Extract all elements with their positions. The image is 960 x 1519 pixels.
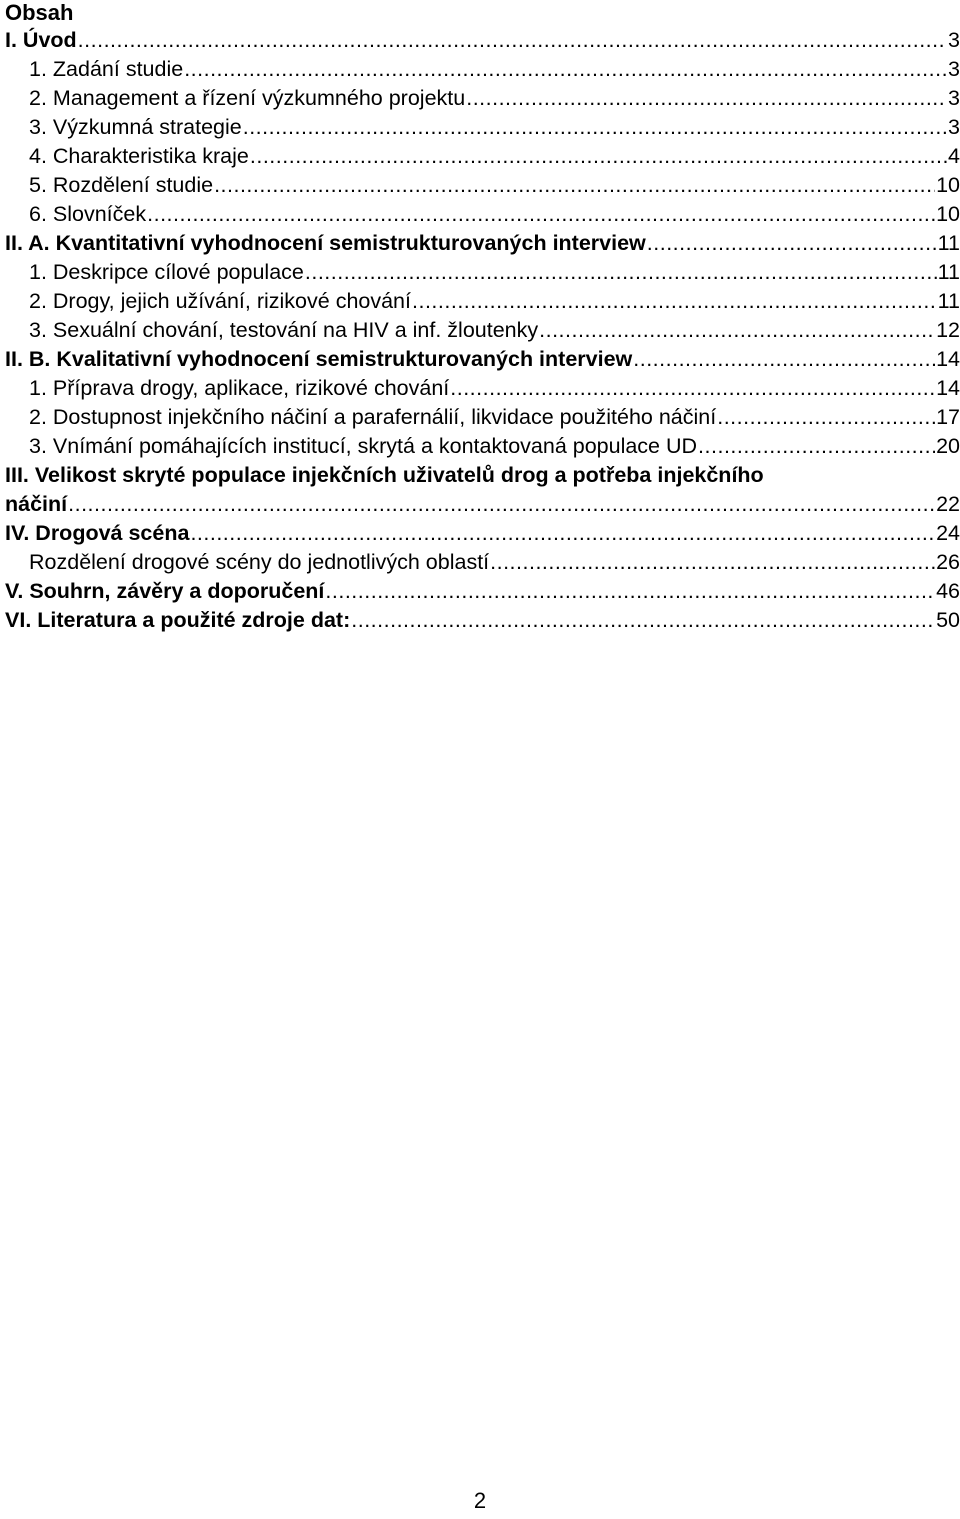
table-of-contents xyxy=(5,0,960,635)
toc-entry-page: 10 xyxy=(936,202,960,226)
toc-entry[interactable] xyxy=(5,171,960,200)
toc-entry[interactable] xyxy=(5,316,960,345)
dot-leader xyxy=(68,490,935,519)
toc-entry-page: 24 xyxy=(936,521,960,545)
dot-leader xyxy=(450,374,935,403)
toc-entries-after xyxy=(5,519,960,635)
toc-entry[interactable] xyxy=(5,548,960,577)
toc-entry-label: 3. Sexuální chování, testování na HIV a inf. žloutenky xyxy=(29,318,539,342)
toc-entry-label: 3. Výzkumná strategie xyxy=(29,115,242,139)
toc-entry-label-line1: III. Velikost skryté populace injekčních uživatelů drog a potřeba injekčního xyxy=(5,463,764,487)
toc-entry-label: VI. Literatura a použité zdroje dat: xyxy=(5,608,351,632)
toc-entries xyxy=(5,26,960,461)
toc-entry-page: 14 xyxy=(936,347,960,371)
toc-entry[interactable] xyxy=(5,229,960,258)
toc-entry-label: 1. Zadání studie xyxy=(29,57,184,81)
toc-entry-label: I. Úvod xyxy=(5,28,77,52)
dot-leader xyxy=(647,229,937,258)
toc-entry-label: V. Souhrn, závěry a doporučení xyxy=(5,579,325,603)
toc-entry[interactable] xyxy=(5,200,960,229)
toc-entry[interactable] xyxy=(5,519,960,548)
toc-entry-label: 1. Deskripce cílové populace xyxy=(29,260,304,284)
toc-entry-label: 5. Rozdělení studie xyxy=(29,173,214,197)
dot-leader xyxy=(305,258,937,287)
page-number: 2 xyxy=(473,1488,487,1513)
toc-entry-line2 xyxy=(5,490,960,519)
toc-entry-label-line2: náčiní xyxy=(5,492,68,516)
toc-wrapped-entry[interactable] xyxy=(5,461,960,519)
toc-entry[interactable] xyxy=(5,142,960,171)
dot-leader xyxy=(412,287,937,316)
dot-leader xyxy=(190,519,935,548)
toc-entry[interactable] xyxy=(5,55,960,84)
dot-leader xyxy=(717,403,935,432)
toc-entry-page: 22 xyxy=(936,492,960,516)
toc-entry-label: 3. Vnímání pomáhajících institucí, skrytá a kontaktovaná populace UD xyxy=(29,434,698,458)
toc-entry-page: 3 xyxy=(948,115,960,139)
toc-entry[interactable] xyxy=(5,345,960,374)
toc-entry[interactable] xyxy=(5,258,960,287)
toc-entry[interactable] xyxy=(5,287,960,316)
toc-title: Obsah xyxy=(5,0,74,25)
toc-entry-page: 26 xyxy=(936,550,960,574)
dot-leader xyxy=(325,577,935,606)
toc-entry[interactable] xyxy=(5,432,960,461)
dot-leader xyxy=(250,142,947,171)
dot-leader xyxy=(698,432,935,461)
toc-entry-label: 4. Charakteristika kraje xyxy=(29,144,249,168)
toc-entry[interactable] xyxy=(5,577,960,606)
dot-leader xyxy=(147,200,935,229)
toc-entry-page: 12 xyxy=(936,318,960,342)
toc-entry-page: 11 xyxy=(937,231,960,255)
toc-entry-label: 2. Dostupnost injekčního náčiní a parafernálií, likvidace použitého náčiní xyxy=(29,405,717,429)
toc-entry[interactable] xyxy=(5,84,960,113)
toc-entry-page: 11 xyxy=(937,260,960,284)
toc-entry-page: 3 xyxy=(948,86,960,110)
toc-entry-label: 2. Drogy, jejich užívání, rizikové chování xyxy=(29,289,411,313)
toc-entry-page: 46 xyxy=(936,579,960,603)
toc-entry-page: 14 xyxy=(936,376,960,400)
dot-leader xyxy=(633,345,935,374)
dot-leader xyxy=(184,55,947,84)
toc-entry[interactable] xyxy=(5,113,960,142)
toc-entry[interactable] xyxy=(5,26,960,55)
toc-entry[interactable] xyxy=(5,374,960,403)
dot-leader xyxy=(466,84,947,113)
toc-entry-page: 4 xyxy=(948,144,960,168)
toc-entry-label: 1. Příprava drogy, aplikace, rizikové chování xyxy=(29,376,450,400)
toc-entry-page: 17 xyxy=(936,405,960,429)
toc-entry-label: Rozdělení drogové scény do jednotlivých oblastí xyxy=(29,550,490,574)
dot-leader xyxy=(490,548,935,577)
toc-entry-page: 50 xyxy=(936,608,960,632)
toc-entry-page: 3 xyxy=(948,28,960,52)
dot-leader xyxy=(243,113,947,142)
toc-entry-label: 2. Management a řízení výzkumného projektu xyxy=(29,86,466,110)
toc-entry-page: 11 xyxy=(937,289,960,313)
dot-leader xyxy=(78,26,947,55)
toc-entry-page: 20 xyxy=(936,434,960,458)
toc-entry-label: IV. Drogová scéna xyxy=(5,521,190,545)
toc-entry-label: II. A. Kvantitativní vyhodnocení semistrukturovaných interview xyxy=(5,231,646,255)
toc-entry-label: 6. Slovníček xyxy=(29,202,147,226)
toc-entry-label: II. B. Kvalitativní vyhodnocení semistrukturovaných interview xyxy=(5,347,633,371)
dot-leader xyxy=(351,606,935,635)
dot-leader xyxy=(539,316,935,345)
toc-entry-page: 10 xyxy=(936,173,960,197)
dot-leader xyxy=(214,171,935,200)
toc-entry[interactable] xyxy=(5,403,960,432)
toc-entry[interactable] xyxy=(5,606,960,635)
toc-entry-page: 3 xyxy=(948,57,960,81)
